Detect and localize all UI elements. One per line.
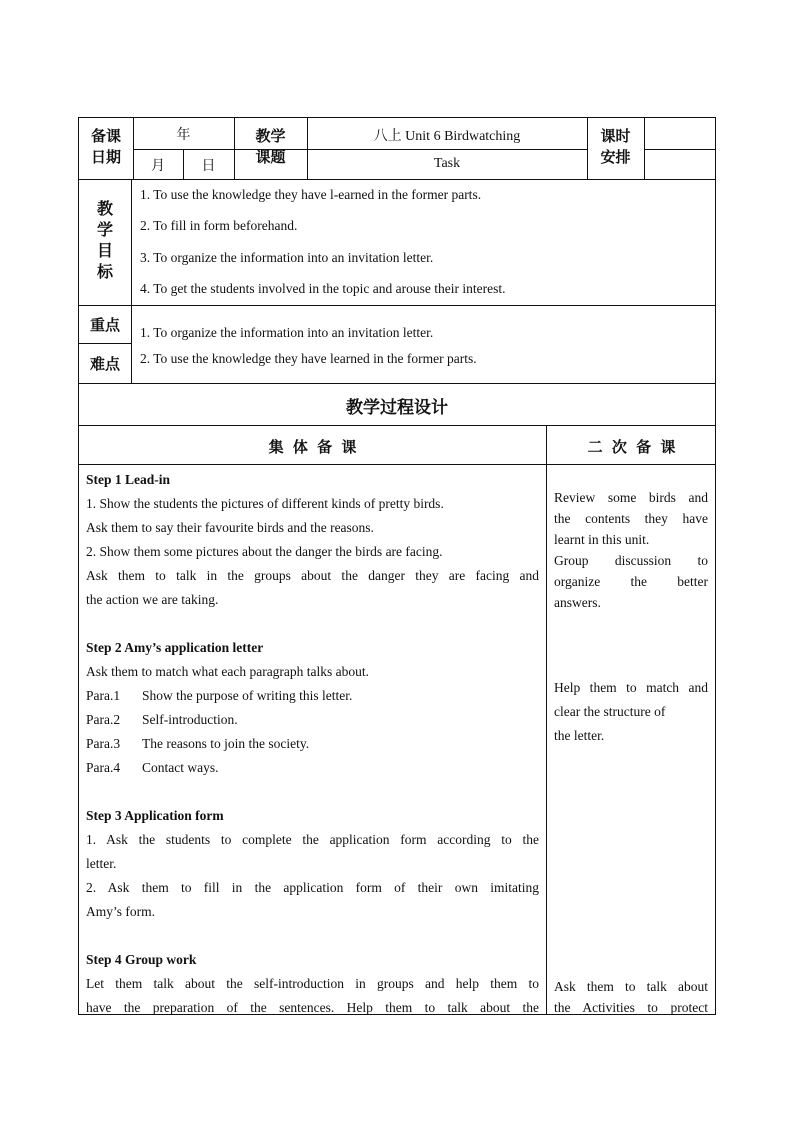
side-column-header: 二 次 备 课: [587, 438, 676, 456]
para-item: Para.3 The reasons to join the society.: [86, 736, 310, 751]
topic-subtitle: Task: [433, 156, 461, 171]
year-label: 年: [176, 127, 191, 143]
key-point-text: 1. To organize the information into an invitation letter.: [140, 325, 434, 340]
objectives-label: 教 学 目 标: [96, 199, 113, 281]
step1-line: Ask them to say their favourite birds and the reasons.: [86, 520, 374, 535]
objective-item: 3. To organize the information into an invitation letter.: [140, 250, 434, 265]
objective-item: 2. To fill in form beforehand.: [140, 218, 298, 233]
para-item: Para.4 Contact ways.: [86, 760, 219, 775]
topic-label: 教学 课题: [255, 127, 286, 166]
step3-line: letter.: [86, 856, 117, 871]
side-note-2: Help them to match and clear the structure of the letter.: [554, 680, 708, 743]
step3-line: 1. Ask the students to complete the application form according to the: [86, 832, 539, 847]
topic-title: 八上 Unit 6 Birdwatching: [373, 129, 521, 144]
para-item: Para.2 Self-introduction.: [86, 712, 238, 727]
step4-title: Step 4 Group work: [86, 952, 197, 967]
side-note-1: Review some birds and the contents they have learnt in this unit. Group discussion to organize the better answers.: [554, 490, 708, 610]
side-note-3: Ask them to talk about the Activities to protect: [554, 979, 708, 1015]
step3-line: Amy’s form.: [86, 904, 155, 919]
month-label: 月: [151, 158, 165, 174]
difficult-point-label: 难点: [89, 355, 120, 373]
step3-title: Step 3 Application form: [86, 808, 224, 823]
step4-line: Let them talk about the self-introduction in groups and help them to: [86, 976, 539, 991]
lesson-plan-table: [78, 117, 716, 1015]
step1-line: the action we are taking.: [86, 592, 219, 607]
main-column-header: 集 体 备 课: [268, 438, 357, 456]
step2-title: Step 2 Amy’s application letter: [86, 640, 264, 655]
main-content: [86, 468, 539, 1015]
step2-line: Ask them to match what each paragraph talks about.: [86, 664, 370, 679]
prep-date-label: 备课 日期: [90, 127, 121, 166]
day-label: 日: [201, 158, 216, 174]
key-point-label: 重点: [89, 316, 120, 334]
para-item: Para.1 Show the purpose of writing this letter.: [86, 688, 353, 703]
step4-line: have the preparation of the sentences. Help them to talk about the: [86, 1000, 539, 1015]
step1-line: Ask them to talk in the groups about the danger they are facing and: [86, 568, 539, 583]
objective-item: 4. To get the students involved in the topic and arouse their interest.: [140, 281, 506, 296]
objective-item: 1. To use the knowledge they have l-earned in the former parts.: [140, 187, 482, 202]
step3-line: 2. Ask them to fill in the application form of their own imitating: [86, 880, 539, 895]
step1-line: 2. Show them some pictures about the danger the birds are facing.: [86, 544, 443, 559]
difficult-point-text: 2. To use the knowledge they have learned in the former parts.: [140, 351, 477, 366]
process-title: 教学过程设计: [346, 398, 448, 418]
step1-title: Step 1 Lead-in: [86, 472, 171, 487]
schedule-label: 课时 安排: [600, 127, 631, 166]
step1-line: 1. Show the students the pictures of different kinds of pretty birds.: [86, 496, 444, 511]
